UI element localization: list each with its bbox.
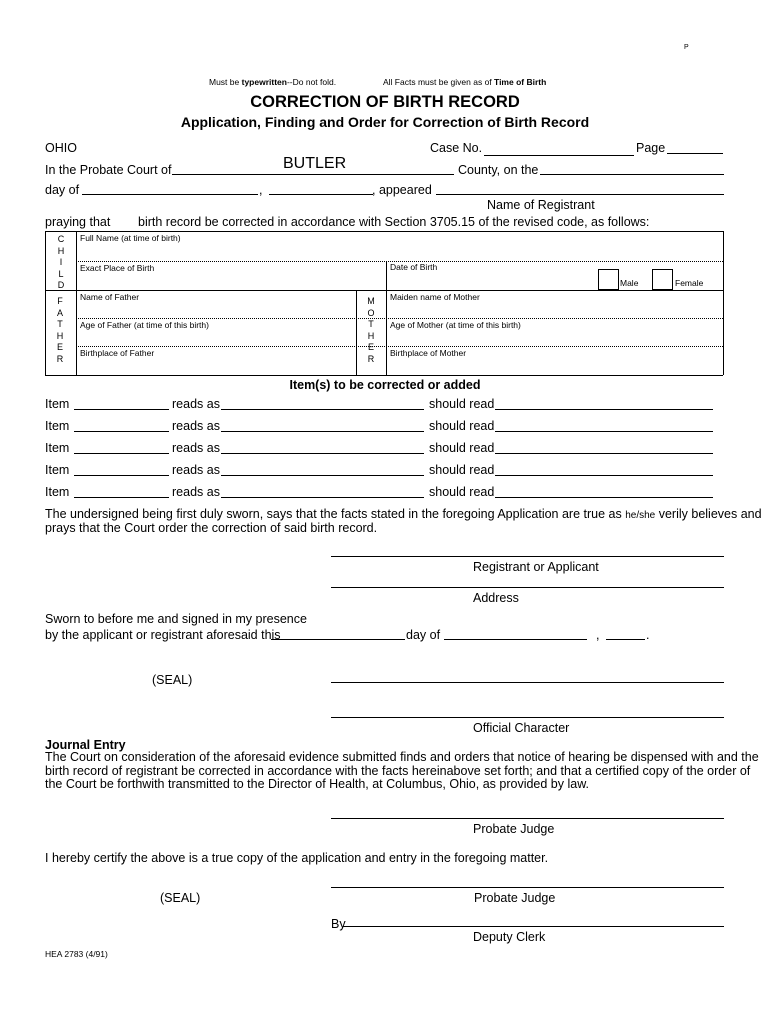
mother-side-label	[364, 296, 378, 365]
item-field[interactable]	[74, 461, 169, 476]
seal-label-2: (SEAL)	[160, 891, 201, 905]
instruction-right-bold: Time of Birth	[494, 77, 547, 87]
sworn-year-field[interactable]	[606, 625, 645, 640]
deputy-clerk-signature-line[interactable]	[343, 926, 724, 927]
instruction-left-bold: typewritten	[241, 77, 287, 87]
should-read-label: should read	[429, 397, 495, 411]
full-name-label: Full Name (at time of birth)	[80, 233, 181, 243]
year-field[interactable]	[269, 180, 373, 195]
reads-as-field[interactable]	[221, 461, 424, 476]
should-read-label: should read	[429, 463, 495, 477]
sworn-line-1: Sworn to before me and signed in my presence	[45, 612, 307, 626]
age-of-mother-label: Age of Mother (at time of this birth)	[390, 320, 521, 330]
registrant-name-field[interactable]	[436, 180, 724, 195]
should-read-label: should read	[429, 485, 495, 499]
state-label: OHIO	[45, 141, 77, 155]
sworn-day-of-label: day of	[406, 628, 441, 642]
journal-heading: Journal Entry	[45, 738, 126, 752]
reads-as-label: reads as	[172, 485, 220, 499]
sworn-comma: ,	[596, 628, 600, 642]
male-checkbox[interactable]	[598, 269, 619, 290]
maiden-name-label: Maiden name of Mother	[390, 292, 480, 302]
instruction-left-suffix: --Do not fold.	[286, 77, 337, 87]
child-letter: I	[59, 257, 63, 267]
praying-label: praying that	[45, 215, 111, 229]
mother-letter: E	[367, 342, 374, 352]
probate-judge-label-1: Probate Judge	[473, 822, 555, 836]
form-number: HEA 2783 (4/91)	[45, 949, 108, 959]
deputy-clerk-label: Deputy Clerk	[473, 930, 546, 944]
child-letter: H	[57, 245, 65, 256]
table-top-border	[45, 231, 723, 232]
notary-signature-line[interactable]	[331, 682, 724, 683]
reads-as-field[interactable]	[221, 483, 424, 498]
reads-as-label: reads as	[172, 463, 220, 477]
reads-as-field[interactable]	[221, 439, 424, 454]
instruction-left	[209, 77, 336, 87]
should-read-label: should read	[429, 419, 495, 433]
exact-place-label: Exact Place of Birth	[80, 263, 155, 273]
oath-text-a: The undersigned being first duly sworn, says that the facts stated in the foregoing Application are true as	[45, 507, 622, 521]
father-side-label	[53, 296, 67, 365]
should-read-label: should read	[429, 441, 495, 455]
child-section-divider	[45, 290, 723, 291]
date-of-birth-label: Date of Birth	[390, 262, 438, 272]
sworn-month-field[interactable]	[444, 625, 587, 640]
by-label: By	[331, 917, 346, 931]
corner-mark: P	[684, 44, 689, 51]
name-of-registrant-label: Name of Registrant	[487, 198, 595, 212]
comma-1: ,	[259, 183, 263, 197]
item-label: Item	[45, 419, 70, 433]
mother-letter: T	[368, 319, 374, 329]
county-on-label: County, on the	[458, 163, 539, 177]
child-letter: C	[57, 234, 65, 244]
day-of-label: day of	[45, 183, 80, 197]
should-read-field[interactable]	[495, 395, 713, 410]
address-line[interactable]	[331, 587, 724, 588]
father-letter: A	[56, 307, 63, 318]
address-label: Address	[473, 591, 519, 605]
item-field[interactable]	[74, 483, 169, 498]
item-label: Item	[45, 463, 70, 477]
reads-as-label: reads as	[172, 397, 220, 411]
reads-as-field[interactable]	[221, 395, 424, 410]
instruction-right-prefix: All Facts must be given as of	[383, 77, 495, 87]
child-col-divider	[386, 261, 387, 290]
item-field[interactable]	[74, 395, 169, 410]
county-value: BUTLER	[283, 155, 347, 172]
father-letter: E	[56, 342, 63, 352]
instruction-right	[383, 77, 546, 87]
registrant-signature-line[interactable]	[331, 556, 724, 557]
page-label: Page	[636, 141, 666, 155]
parents-row-divider-2	[76, 346, 723, 347]
judge-signature-line[interactable]	[331, 818, 724, 819]
journal-line-3: the Court be forthwith transmitted to the Director of Health, at Columbus, Ohio, as provided by law.	[45, 777, 590, 791]
child-letter: L	[58, 268, 64, 279]
child-letter: D	[57, 280, 65, 290]
reads-as-label: reads as	[172, 441, 220, 455]
birthplace-of-father-label: Birthplace of Father	[80, 348, 155, 358]
page-title: CORRECTION OF BIRTH RECORD	[250, 93, 520, 111]
instruction-left-prefix: Must be	[209, 77, 242, 87]
certify-judge-signature-line[interactable]	[331, 887, 724, 888]
journal-line-1: The Court on consideration of the aforesaid evidence submitted finds and orders that notice of hearing be dispensed with and the	[45, 750, 759, 764]
case-no-label: Case No.	[430, 141, 483, 155]
probate-judge-label-2: Probate Judge	[474, 891, 556, 905]
sworn-period: .	[646, 628, 650, 642]
mother-letter: R	[367, 353, 375, 364]
father-letter: T	[57, 319, 63, 329]
item-label: Item	[45, 441, 70, 455]
mother-letter: M	[367, 296, 375, 306]
registrant-label: Registrant or Applicant	[473, 560, 599, 574]
mother-letter: O	[367, 307, 375, 318]
female-label: Female	[675, 278, 704, 288]
mother-letters-left-border	[356, 290, 357, 375]
mother-letters-right-border	[386, 290, 387, 375]
parents-row-divider-1	[76, 318, 723, 319]
should-read-field[interactable]	[495, 461, 713, 476]
child-side-label	[54, 234, 68, 292]
official-character-line[interactable]	[331, 717, 724, 718]
oath-text-b: verily believes and	[658, 507, 762, 521]
should-read-field[interactable]	[495, 483, 713, 498]
appeared-label: , appeared	[372, 183, 432, 197]
items-heading: Item(s) to be corrected or added	[289, 378, 481, 392]
certify-text: I hereby certify the above is a true copy of the application and entry in the foregoing matter.	[45, 851, 549, 865]
mother-letter: H	[367, 330, 375, 341]
sworn-day-field[interactable]	[271, 625, 405, 640]
table-left-border	[45, 231, 46, 375]
page-number-field[interactable]	[667, 139, 723, 154]
page-subtitle: Application, Finding and Order for Correction of Birth Record	[180, 114, 590, 130]
name-of-father-label: Name of Father	[80, 292, 140, 302]
item-label: Item	[45, 397, 70, 411]
journal-line-2: birth record of registrant be corrected in accordance with the facts hereinabove set forth; and that a certified copy of the order of	[45, 764, 751, 778]
item-field[interactable]	[74, 417, 169, 432]
month-field[interactable]	[82, 180, 258, 195]
female-checkbox[interactable]	[652, 269, 673, 290]
table-right-border	[723, 231, 724, 375]
table-label-column-border	[76, 231, 77, 375]
heshe-text: he/she	[625, 510, 656, 521]
should-read-field[interactable]	[495, 417, 713, 432]
reads-as-label: reads as	[172, 419, 220, 433]
oath-line-2: prays that the Court order the correction of said birth record.	[45, 521, 378, 535]
age-of-father-label: Age of Father (at time of this birth)	[80, 320, 209, 330]
father-letter: F	[57, 296, 63, 306]
seal-label-1: (SEAL)	[152, 673, 193, 687]
table-bottom-border	[45, 375, 723, 376]
probate-court-label: In the Probate Court of	[45, 163, 172, 177]
sworn-line-2: by the applicant or registrant aforesaid this	[45, 628, 281, 642]
praying-text: birth record be corrected in accordance with Section 3705.15 of the revised code, as follows:	[138, 215, 650, 229]
item-field[interactable]	[74, 439, 169, 454]
item-label: Item	[45, 485, 70, 499]
case-no-field[interactable]	[484, 141, 634, 156]
should-read-field[interactable]	[495, 439, 713, 454]
male-label: Male	[620, 278, 639, 288]
reads-as-field[interactable]	[221, 417, 424, 432]
father-letter: H	[56, 330, 64, 341]
oath-line-1	[45, 507, 762, 521]
official-character-label: Official Character	[473, 721, 570, 735]
father-letter: R	[56, 353, 64, 364]
birthplace-of-mother-label: Birthplace of Mother	[390, 348, 467, 358]
date-field[interactable]	[540, 160, 724, 175]
